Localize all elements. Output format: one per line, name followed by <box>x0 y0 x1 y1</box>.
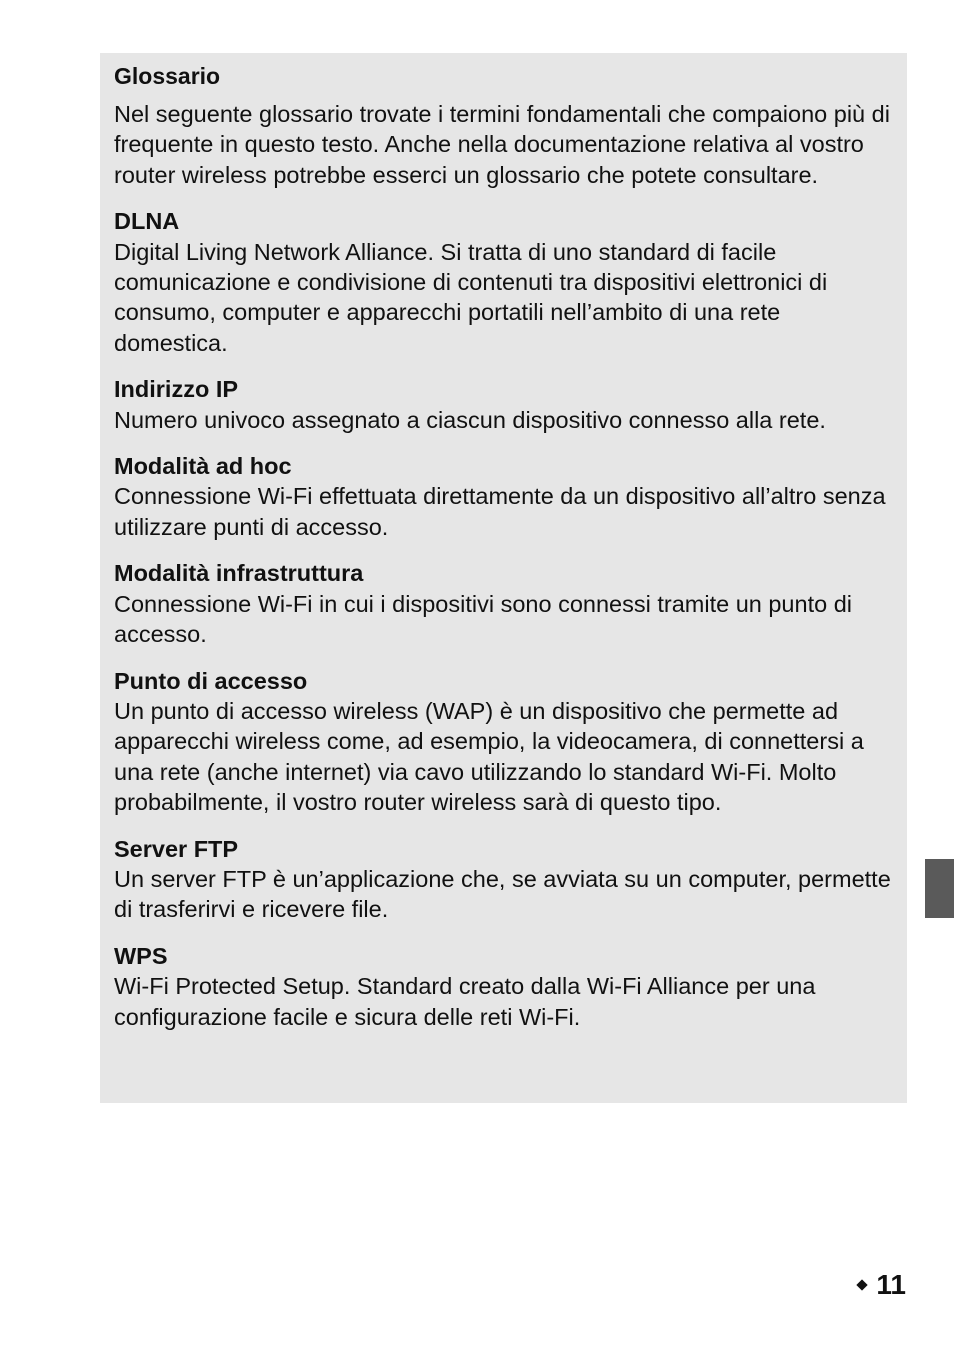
glossary-definition: Connessione Wi-Fi effettuata direttamente da un dispositivo all’altro senza utilizzare punti di accesso. <box>114 483 886 540</box>
glossary-entry-server-ftp <box>114 834 897 925</box>
glossary-entry-wps <box>114 941 897 1032</box>
diamond-bullet-icon <box>857 1279 868 1290</box>
glossary-term: Punto di accesso <box>114 667 308 694</box>
glossary-entry-modalita-infrastruttura <box>114 558 897 649</box>
glossary-entry-punto-di-accesso <box>114 666 897 818</box>
page-number-value: 11 <box>876 1269 906 1300</box>
glossary-definition: Wi-Fi Protected Setup. Standard creato dalla Wi-Fi Alliance per una configurazione facile e sicura delle reti Wi-Fi. <box>114 973 816 1030</box>
glossary-term: Modalità ad hoc <box>114 453 292 480</box>
glossary-entry-modalita-ad-hoc <box>114 451 897 542</box>
glossary-term: DLNA <box>114 208 180 235</box>
glossary-term: Server FTP <box>114 835 239 862</box>
glossary-term: WPS <box>114 942 168 969</box>
page-number <box>858 1268 906 1302</box>
glossary-intro: Nel seguente glossario trovate i termini fondamentali che compaiono più di frequente in questo testo. Anche nella documentazione relativa al vostro router wireless potrebbe esserci un glossario che potete consultare. <box>114 101 890 188</box>
glossary-entry-dlna <box>114 206 897 358</box>
glossary-term: Modalità infrastruttura <box>114 560 364 587</box>
glossary-title: Glossario <box>114 63 221 89</box>
glossary-entry-indirizzo-ip <box>114 374 897 435</box>
glossary-definition: Un punto di accesso wireless (WAP) è un dispositivo che permette ad apparecchi wireless come, ad esempio, la videocamera, di connettersi a una rete (anche internet) via cavo utilizzando lo standard Wi-Fi. Molto probabilmente, il vostro router wireless sarà di questo tipo. <box>114 697 864 816</box>
glossary-box <box>100 53 907 1103</box>
glossary-term: Indirizzo IP <box>114 376 239 403</box>
glossary-definition: Numero univoco assegnato a ciascun dispositivo connesso alla rete. <box>114 406 826 433</box>
glossary-definition: Digital Living Network Alliance. Si tratta di uno standard di facile comunicazione e condivisione di contenuti tra dispositivi elettronici di consumo, computer e apparecchi portatili nell’ambito di una rete domestica. <box>114 238 828 356</box>
section-thumb-tab <box>925 859 954 918</box>
glossary-definition: Un server FTP è un’applicazione che, se avviata su un computer, permette di trasferirvi e ricevere file. <box>114 865 891 923</box>
glossary-definition: Connessione Wi-Fi in cui i dispositivi sono connessi tramite un punto di accesso. <box>114 590 852 648</box>
